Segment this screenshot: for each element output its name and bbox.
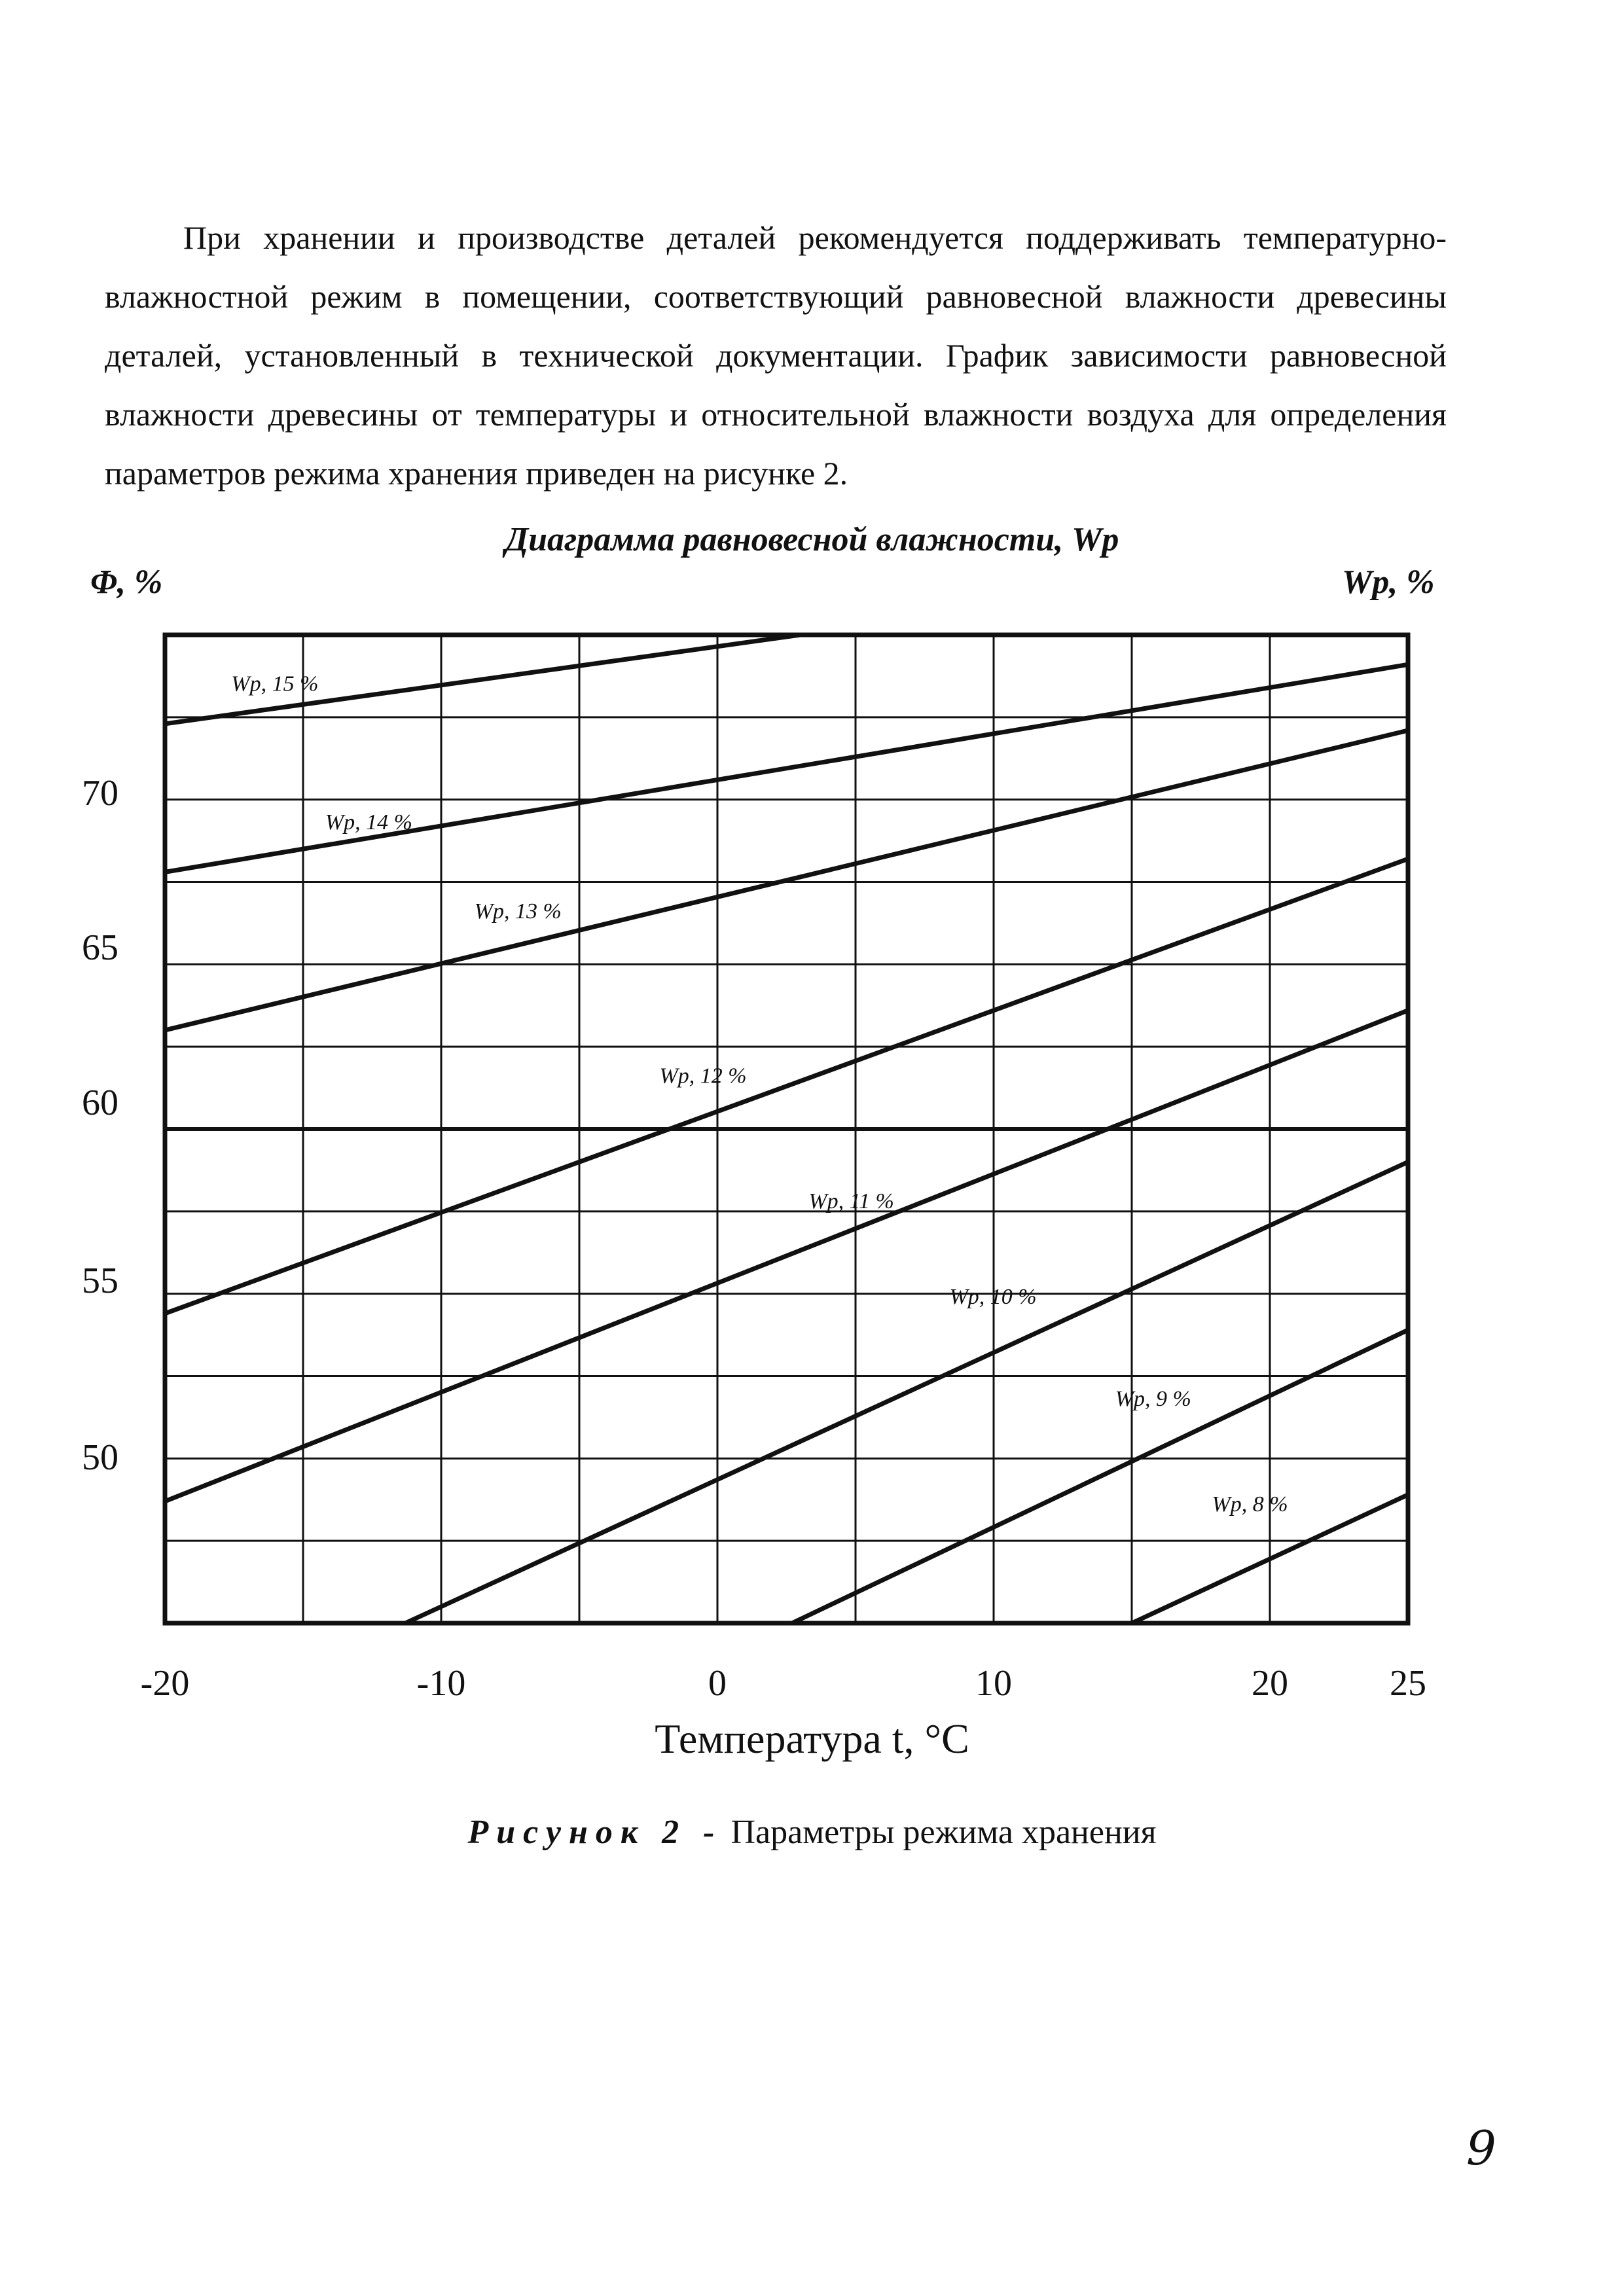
x-tick-label: 20: [1252, 1663, 1288, 1704]
line-label: Wp, 12 %: [659, 1064, 747, 1088]
line-label: Wp, 10 %: [949, 1284, 1037, 1309]
line-label: Wp, 15 %: [231, 672, 319, 696]
x-tick-label: 10: [975, 1663, 1012, 1704]
line-label: Wp, 8 %: [1212, 1492, 1288, 1516]
series-line: [405, 1162, 1408, 1623]
x-tick-label: -10: [416, 1663, 466, 1704]
y-tick-label: 50: [82, 1437, 118, 1478]
caption-prefix: Рисунок 2 -: [467, 1814, 723, 1851]
y-axis-label-right: Wp, %: [1342, 564, 1435, 601]
grid: [165, 635, 1408, 1623]
line-label: Wp, 11 %: [808, 1189, 894, 1213]
line-label: Wp, 14 %: [325, 810, 412, 834]
y-tick-label: 60: [82, 1082, 118, 1123]
figure-caption: [0, 1813, 1624, 1852]
y-tick-label: 70: [82, 772, 118, 814]
line-label: Wp, 13 %: [474, 899, 562, 924]
page-number: 9: [1466, 2121, 1496, 2176]
caption-text: Параметры режима хранения: [731, 1814, 1157, 1851]
x-tick-label: -20: [140, 1663, 190, 1704]
intro-paragraph-text: При хранении и производстве деталей рекомендуется поддерживать температурно-влажностной режим в помещении, соответствующий равновесной влажности древесины деталей, установленный в технической документации. График зависимости равновесной влажности древесины от температуры и относительной влажности воздуха для определения параметров режима хранения приведен на рисунке 2.: [105, 219, 1447, 492]
x-axis-label: Температура t, °C: [655, 1715, 969, 1762]
y-axis-label-left: Φ, %: [90, 564, 163, 601]
chart-title: Диаграмма равновесной влажности, Wp: [505, 521, 1119, 558]
series-line: [165, 730, 1408, 1030]
x-tick-label: 0: [708, 1663, 727, 1704]
y-tick-label: 65: [82, 927, 118, 968]
tick-labels: [82, 773, 1426, 1704]
series-line: [792, 1330, 1408, 1623]
line-label: Wp, 9 %: [1115, 1386, 1191, 1411]
x-tick-label: 25: [1390, 1663, 1426, 1704]
y-tick-label: 55: [82, 1260, 118, 1301]
